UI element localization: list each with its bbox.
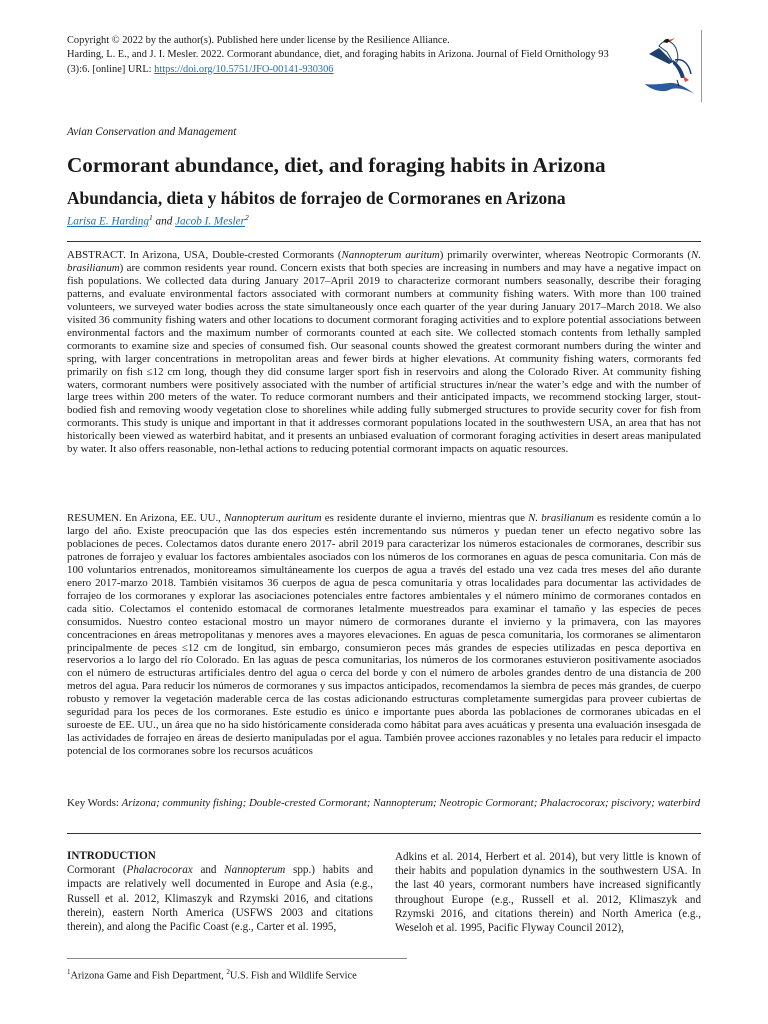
author2-affiliation-mark: 2 bbox=[244, 213, 249, 222]
affiliations-footnote bbox=[67, 968, 357, 981]
species-name: Nannopterum auritum bbox=[341, 249, 440, 261]
divider-bottom bbox=[67, 833, 701, 834]
author-link-harding[interactable]: Larisa E. Harding bbox=[67, 215, 149, 228]
article-title: Cormorant abundance, diet, and foraging habits in Arizona bbox=[67, 153, 606, 177]
intro-text: spp.) habits and impacts are relatively well documented in Europe and Asia (e.g., Russell et al. 2012, Klimaszyk and Rzymski 2016, and citations therein), eastern North America (USFWS 2003 and citations therein), and along the Pacific Coast (e.g., Carter et al. 1995, bbox=[67, 864, 373, 934]
logo-divider bbox=[701, 30, 702, 102]
affiliation-1: Arizona Game and Fish Department, bbox=[70, 970, 227, 982]
keywords-line bbox=[67, 797, 701, 810]
intro-text: Cormorant ( bbox=[67, 864, 127, 877]
resumen-text: es residente durante el invierno, mientras que bbox=[321, 512, 529, 524]
genus-name: Phalacrocorax bbox=[126, 864, 193, 877]
resumen-text: En Arizona, EE. UU., bbox=[121, 512, 225, 524]
introduction-heading: INTRODUCTION bbox=[67, 850, 156, 862]
author1-affiliation-mark: 1 bbox=[148, 213, 153, 222]
affiliation-2: U.S. Fish and Wildlife Service bbox=[229, 970, 357, 982]
article-page bbox=[67, 0, 701, 1024]
footnote-divider bbox=[67, 958, 407, 959]
doi-link[interactable]: https://doi.org/10.5751/JFO-00141-930306 bbox=[154, 63, 334, 75]
affiliation-mark: 1 bbox=[67, 968, 71, 976]
author-list bbox=[67, 213, 249, 228]
abstract-paragraph bbox=[67, 249, 701, 456]
keywords-label: Key Words: bbox=[67, 797, 122, 809]
species-name: N. brasilianum bbox=[528, 512, 594, 524]
abstract-text: ) are common residents year round. Concern exists that both species are increasing in numbers and may have a negative impact on fish populations. We collected data during January 2017–April 2019 to characterize cormorant numbers seasonally, describe their foraging patterns, and evaluate environmental factors associated with cormorant numbers at community fishing waters. With more than 100 trained volunteers, we surveyed water bodies across the state simultaneously once each quarter of the year during January 2017–March 2018. We also visited 36 community fishing waters and other locations to document cormorant foraging activities and to explore potential associations between environmental factors and the maximum number of cormorants counted at each site. We collected stomach contents from lethally sampled cormorants to examine size and species of consumed fish. Our seasonal counts showed the greatest cormorant numbers during the winter and spring, with larger concentrations in metropolitan areas and fewer birds at higher elevations. At community fishing waters, cormorants fed primarily on fish ≤12 cm long, though they did consume larger sport fish in reservoirs and along the Colorado River. At community fishing waters, cormorant numbers were positively associated with the number of artificial structures in/near the water’s edge and with the number of large trees within 200 meters of the water. To reduce cormorant numbers and their anticipated impacts, we recommend stocking larger, stout-bodied fish and removing woody vegetation close to shorelines while adding fully submerged structures to provide security cover for fish from cormorants. This study is unique and important in that it addresses cormorant populations located in the southwestern USA, an area that has not historically been viewed as waterbird habitat, and it presents an unbiased evaluation of cormorant foraging activities in desert areas manipulated by water. It also offers reasonable, non-lethal actions to reducing potential cormorant impacts on aquatic resources. bbox=[67, 261, 701, 456]
species-name: N. brasilianum bbox=[67, 249, 701, 274]
abstract-label: ABSTRACT. bbox=[67, 249, 126, 261]
intro-right-column: Adkins et al. 2014, Herbert et al. 2014), but very little is known of their habits and population dynamics in the southwestern USA. In the last 40 years, cormorant numbers have increased significantly throughout Europe (e.g., Russell et al. 2012, Klimaszyk and Rzymski 2016, and citations therein) and North America (e.g., Weseloh et al. 1995, Pacific Flyway Council 2012), bbox=[395, 851, 701, 935]
resumen-text: es residente común a lo largo del año. Existe preocupación que las dos especies estén incrementando sus números y puedan tener un efecto negativo sobre las poblaciones de peces. Colectamos datos durante enero 2017- abril 2019 para caracterizar los números estacionales de cormoranes, describir sus patrones de forrajeo y evaluar los factores ambientales asociados con los números de los cormoranes en aguas de pesca comunitaria. Con más de 100 voluntarios entrenados, monitoreamos simultáneamente los cuerpos de agua a través del estado una vez cada tres meses del año durante enero 2017-marzo 2018. También visitamos 36 cuerpos de agua de pesca comunitaria y otras localidades para documentar las actividades de forrajeo de los cormoranes y explorar las asociaciones potenciales entre factores ambientales y el número mínimo de cormoranes contados en cada sitio. Colectamos el contenido estomacal de cormoranes letalmente muestreados para examinar el tamaño y las especies de peces consumidos. Nuestro conteo estacional mostro un mayor número de cormoranes durante el invierno y la primavera, con las mayores concentraciones en áreas metropolitanas y menores aves a mayores elevaciones. En aguas de pesca comunitaria, los cormoranes se alimentaron principalmente de peces ≤12 cm de longitud, sin embargo, consumieron peces más grandes de especies utilizadas en pesca deportiva en reservorios a lo largo del río Colorado. En las aguas de pesca comunitarias, los números de los cormoranes estuvieron positivamente asociados con el número de estructuras artificiales dentro del agua o cerca del borde y con el número de arboles grandes dentro de una distancia de 200 metros del agua. Para reducir los números de cormoranes y sus impactos anticipados, recomendamos la siembra de peces más grandes, de cuerpo robusto y remover la vegetación maderable cerca de las costas adicionando estructuras completamente sumergidas para proveer cubiertas de seguridad para los peces de los cormoranes. Este estudio es único e importante pues aborda las poblaciones de cormoranes ubicadas en el suroeste de EE. UU., un área que no ha sido históricamente considerada como hábitat para aves acuáticas y presenta una evaluación insesgada de las actividades de forrajeo en áreas de desierto manipuladas por el agua. También provee acciones razonables y no letales para reducir el impacto potencial de los cormoranes sobre los recursos acuáticos bbox=[67, 512, 701, 758]
intro-text: and bbox=[192, 864, 225, 877]
genus-name: Nannopterum bbox=[224, 864, 286, 877]
intro-left-column bbox=[67, 849, 373, 934]
article-subtitle-spanish: Abundancia, dieta y hábitos de forrajeo de Cormoranes en Arizona bbox=[67, 188, 566, 208]
affiliation-mark: 2 bbox=[226, 968, 230, 976]
copyright-line: Copyright © 2022 by the author(s). Published here under license by the Resilience Alliance. bbox=[67, 35, 450, 46]
resumen-paragraph bbox=[67, 512, 701, 758]
keywords-list: Arizona; community fishing; Double-crested Cormorant; Nannopterum; Neotropic Cormorant; Phalacrocorax; piscivory; waterbird bbox=[121, 797, 701, 809]
resumen-label: RESUMEN. bbox=[67, 512, 122, 524]
abstract-text: ) primarily overwinter, whereas Neotropic Cormorants ( bbox=[439, 249, 691, 261]
copyright-notice bbox=[67, 34, 629, 77]
author-conjunction: and bbox=[152, 215, 176, 228]
divider-top bbox=[67, 241, 701, 242]
tern-bird-logo-icon bbox=[639, 30, 701, 102]
abstract-text: In Arizona, USA, Double-crested Cormorants ( bbox=[125, 249, 342, 261]
section-label: Avian Conservation and Management bbox=[67, 126, 237, 138]
citation-text: Harding, L. E., and J. I. Mesler. 2022. Cormorant abundance, diet, and foraging habits in Arizona. Journal of Field Ornithology 93 (3):6. [online] URL: bbox=[67, 49, 609, 75]
species-name: Nannopterum auritum bbox=[224, 512, 322, 524]
author-link-mesler[interactable]: Jacob I. Mesler bbox=[175, 215, 245, 228]
